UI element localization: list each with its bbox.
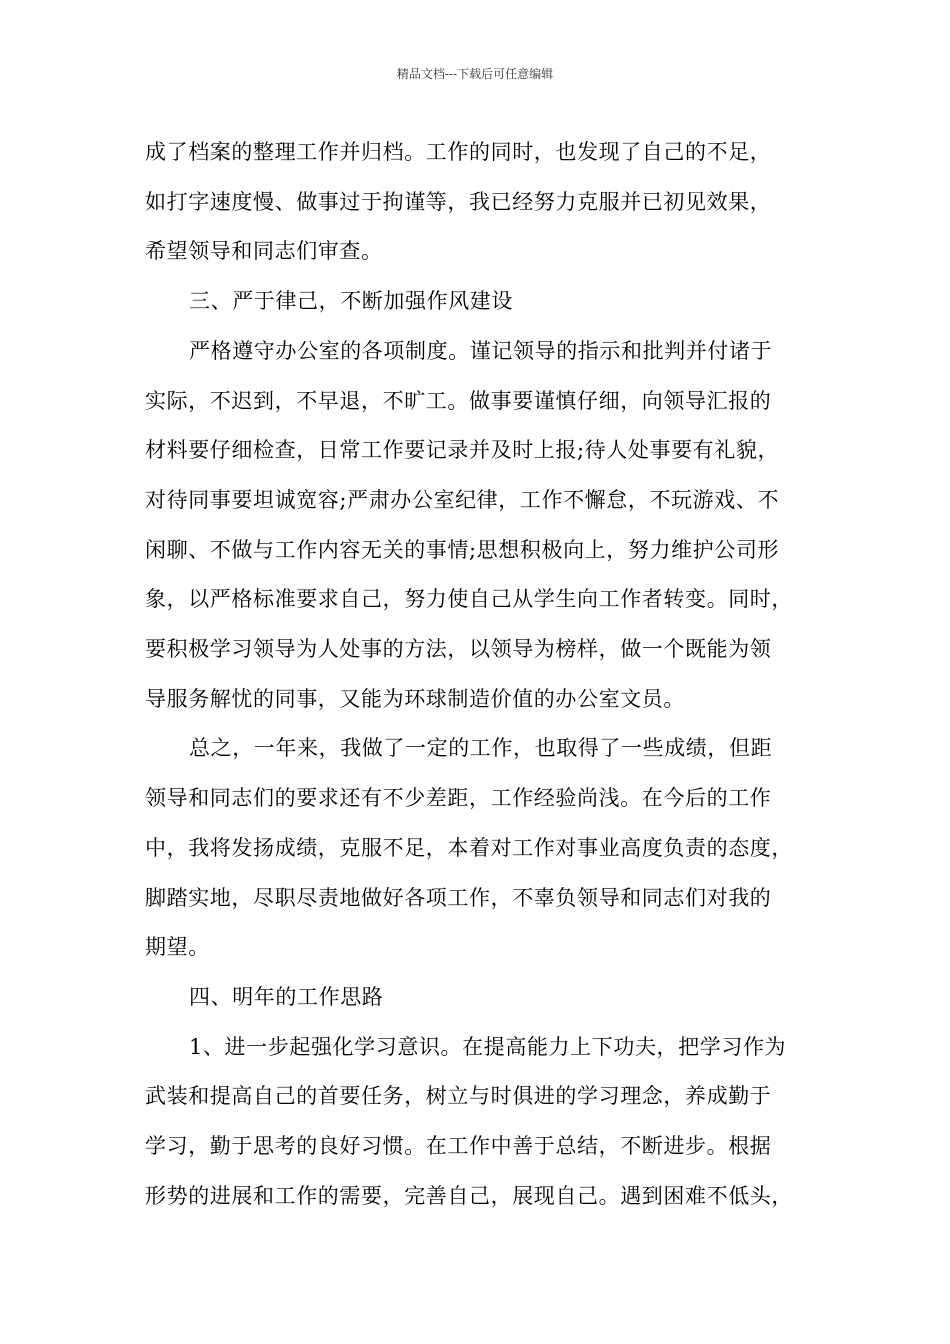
text-line: 成了档案的整理工作并归档。工作的同时，也发现了自己的不足，	[145, 140, 772, 164]
text-line: 希望领导和同志们审查。	[145, 239, 383, 264]
text-line: 要积极学习领导为人处事的方法，以领导为榜样，做一个既能为领	[145, 637, 772, 662]
text-line: 脚踏实地，尽职尽责地做好各项工作，不辜负领导和同志们对我的	[145, 885, 772, 910]
text-line: 对待同事要坦诚宽容;严肃办公室纪律，工作不懈怠，不玩游戏、不	[145, 487, 780, 512]
text-line: 象，以严格标准要求自己，努力使自己从学生向工作者转变。同时，	[145, 587, 793, 612]
text-line: 材料要仔细检查，日常工作要记录并及时上报;待人处事要有礼貌，	[145, 438, 780, 463]
section-heading: 三、严于律己，不断加强作风建设	[189, 289, 513, 314]
text-line: 严格遵守办公室的各项制度。谨记领导的指示和批判并付诸于	[189, 338, 773, 363]
text-line: 武装和提高自己的首要任务，树立与时俱进的学习理念，养成勤于	[145, 1084, 772, 1109]
section-heading: 四、明年的工作思路	[189, 984, 384, 1009]
text-line: 领导和同志们的要求还有不少差距，工作经验尚浅。在今后的工作	[145, 786, 772, 811]
text-line: 形势的进展和工作的需要，完善自己，展现自己。遇到困难不低头，	[145, 1183, 793, 1208]
text-line: 1、进一步起强化学习意识。在提高能力上下功夫，把学习作为	[189, 1034, 787, 1059]
text-line: 实际，不迟到，不早退，不旷工。做事要谨慎仔细，向领导汇报的	[145, 388, 772, 413]
text-line: 闲聊、不做与工作内容无关的事情;思想积极向上，努力维护公司形	[145, 537, 780, 562]
text-line: 总之，一年来，我做了一定的工作，也取得了一些成绩，但距	[189, 736, 773, 761]
text-line: 中，我将发扬成绩，克服不足，本着对工作对事业高度负责的态度，	[145, 835, 793, 860]
document-body	[145, 128, 825, 1221]
text-line: 期望。	[145, 935, 210, 960]
text-line: 如打字速度慢、做事过于拘谨等，我已经努力克服并已初见效果，	[145, 189, 772, 214]
text-line: 学习，勤于思考的良好习惯。在工作中善于总结，不断进步。根据	[145, 1134, 772, 1159]
page-header: 精品文档---下载后可任意编辑	[396, 67, 554, 81]
text-line: 导服务解忧的同事，又能为环球制造价值的办公室文员。	[145, 686, 685, 711]
